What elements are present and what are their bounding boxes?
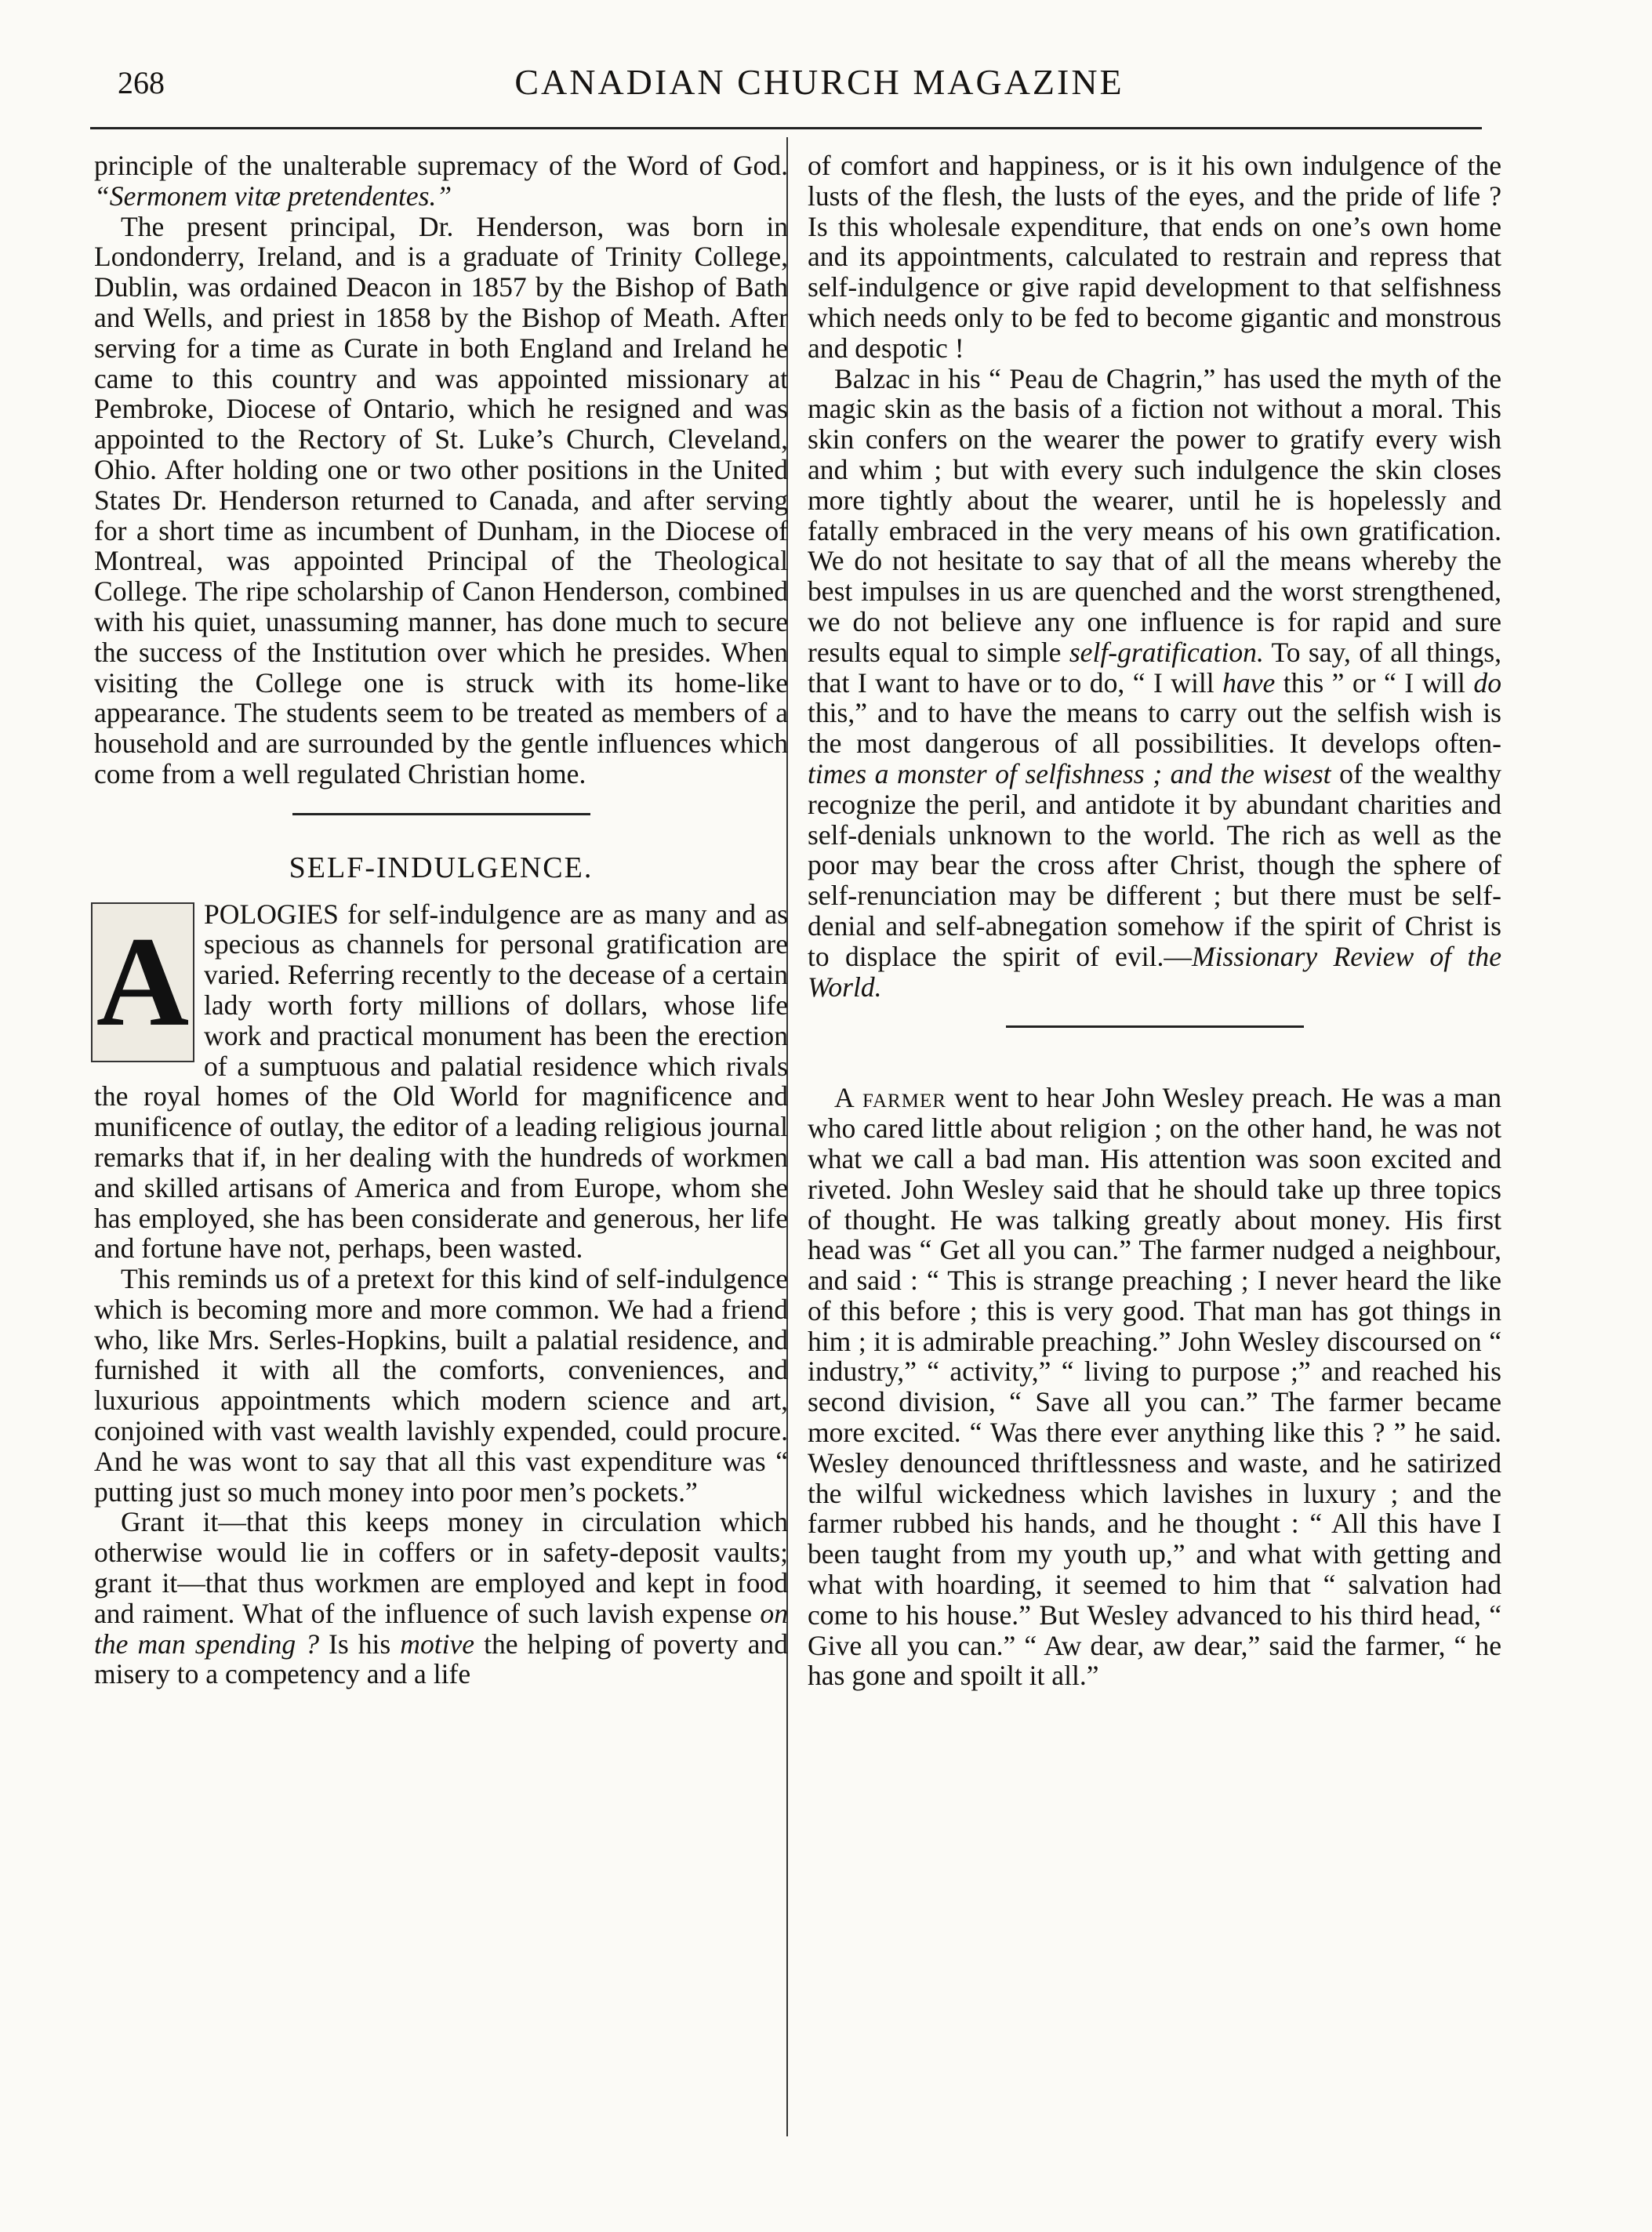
right-column — [808, 151, 1501, 1691]
section-heading: SELF-INDULGENCE. — [289, 851, 594, 884]
article-paragraph: Grant it—that this keeps money in circulation which otherwise would lie in coffers or in safety-deposit vaults; grant it—that thus workmen are employed and kept in food and raiment. What of the influence of such lavish expense on the man spending ? Is his motive the helping of poverty and misery to a competency and a life — [94, 1506, 788, 1690]
running-head-title: CANADIAN CHURCH MAGAZINE — [514, 62, 1124, 102]
drop-cap-ornament: A — [91, 902, 194, 1062]
continued-paragraph: principle of the unalterable supremacy of the Word of God. “Sermonem vitæ pretendentes.” — [94, 150, 788, 212]
article-paragraph: This reminds us of a pretext for this kind of self-indulgence which is becoming more and more common. We had a friend who, like Mrs. Serles-Hopkins, built a palatial residence, and furnished it with all the comforts, conveniences, and luxurious appointments which modern science and art, conjoined with vast wealth lavishly expended, could procure. And he was wont to say that all this vast expenditure was “ putting just so much money into poor men’s pockets.” — [94, 1263, 788, 1508]
header-rule — [90, 127, 1482, 129]
article-opening-paragraph: A POLOGIES for self-indulgence are as many and as specious as channels for personal gratification are varied. Referring recently to the decease of a certain lady worth forty millions of dollars, whose life work and practical monument has been the erection of a sumptuous and palatial residence which rivals the royal homes of the Old World for magnificence and munificence of outlay, the editor of a leading religious journal remarks that if, in her dealing with the hundreds of workmen and skilled artisans of America and from Europe, whom she has employed, she has been considerate and generous, her life and fortune have not, perhaps, been wasted. — [94, 899, 788, 1265]
page-number: 268 — [118, 65, 165, 100]
latin-quote: “Sermonem vitæ pretendentes.” — [94, 180, 452, 212]
left-column — [94, 151, 788, 1689]
continued-paragraph: of comfort and happiness, or is it his own indulgence of the lusts of the flesh, the lusts of the eyes, and the pride of life ? Is this wholesale expenditure, that ends on one’s own home and its appointments, calculated to restrain and repress that self-indulgence or give rapid development to that selfishness which needs only to be fed to become gigantic and monstrous and despotic ! — [808, 150, 1501, 364]
balzac-paragraph: Balzac in his “ Peau de Chagrin,” has used the myth of the magic skin as the basis of a fiction not without a moral. This skin confers on the wearer the power to gratify every wish and whim ; but with every such indulgence the skin closes more tightly about the wearer, until he is hopelessly and fatally embraced in the very means of his own gratification. We do not hesitate to say that of all the means whereby the best impulses in us are quenched and the worst strengthened, we do not believe any one influence is for rapid and sure results equal to simple self-gratification. To say, of all things, that I want to have or to do, “ I will have this ” or “ I will do this,” and to have the means to carry out the selfish wish is the most dangerous of all possibilities. It develops often- times a monster of selfishness ; and the wisest of the wealthy recognize the peril, and antidote it by abundant charities and self-denials unknown to the world. The rich as well as the poor may bear the cross after Christ, though the sphere of self-renunciation may be different ; but there must be self-denial and self-abnegation somehow if the spirit of Christ is to displace the spirit of evil.—Missionary Review of the World. — [808, 362, 1502, 1003]
henderson-paragraph: The present principal, Dr. Henderson, was born in Londonderry, Ireland, and is a graduate of Trinity College, Dublin, was ordained Deacon in 1857 by the Bishop of Bath and Wells, and priest in 1858 by the Bishop of Meath. After serving for a time as Curate in both England and Ireland he came to this country and was appointed missionary at Pembroke, Diocese of Ontario, which he resigned and was appointed to the Rectory of St. Luke’s Church, Cleveland, Ohio. After holding one or two other positions in the United States Dr. Henderson returned to Canada, and after serving for a short time as incumbent of Dunham, in the Diocese of Montreal, was appointed Principal of the Theological College. The ripe scholarship of Canon Henderson, combined with his quiet, unassuming manner, has done much to secure the success of the Institution over which he presides. When visiting the College one is struck with its home-like appearance. The students seem to be treated as members of a household and are surrounded by the gentle influences which come from a well regulated Christian home. — [94, 210, 788, 789]
source-citation: Missionary Review of the World. — [808, 940, 1501, 1003]
wesley-anecdote: A farmer went to hear John Wesley preach. He was a man who cared little about religion ; on the other hand, he was not what we call a bad man. His attention was soon excited and riveted. John Wesley said that he should take up three topics of thought. He was talking greatly about money. His first head was “ Get all you can.” The farmer nudged a neighbour, and said : “ This is strange preaching ; I never heard the like of this before ; this is very good. That man has got things in him ; it is admirable preaching.” John Wesley discoursed on “ industry,” “ activity,” “ living to purpose ;” and reached his second division, “ Save all you can.” The farmer became more excited. “ Was there ever anything like this ? ” he said. Wesley denounced thriftlessness and waste, and he satirized the wilful wickedness which lavishes in luxury ; and the farmer rubbed his hands, and he thought : “ All this have I been taught from my youth up,” and what with getting and what with hoarding, it seemed to him that “ salvation had come to his house.” But Wesley advanced to his third head, “ Give all you can.” “ Aw dear, aw dear,” said the farmer, “ he has gone and spoilt it all.” — [808, 1082, 1501, 1692]
section-divider — [292, 813, 590, 815]
